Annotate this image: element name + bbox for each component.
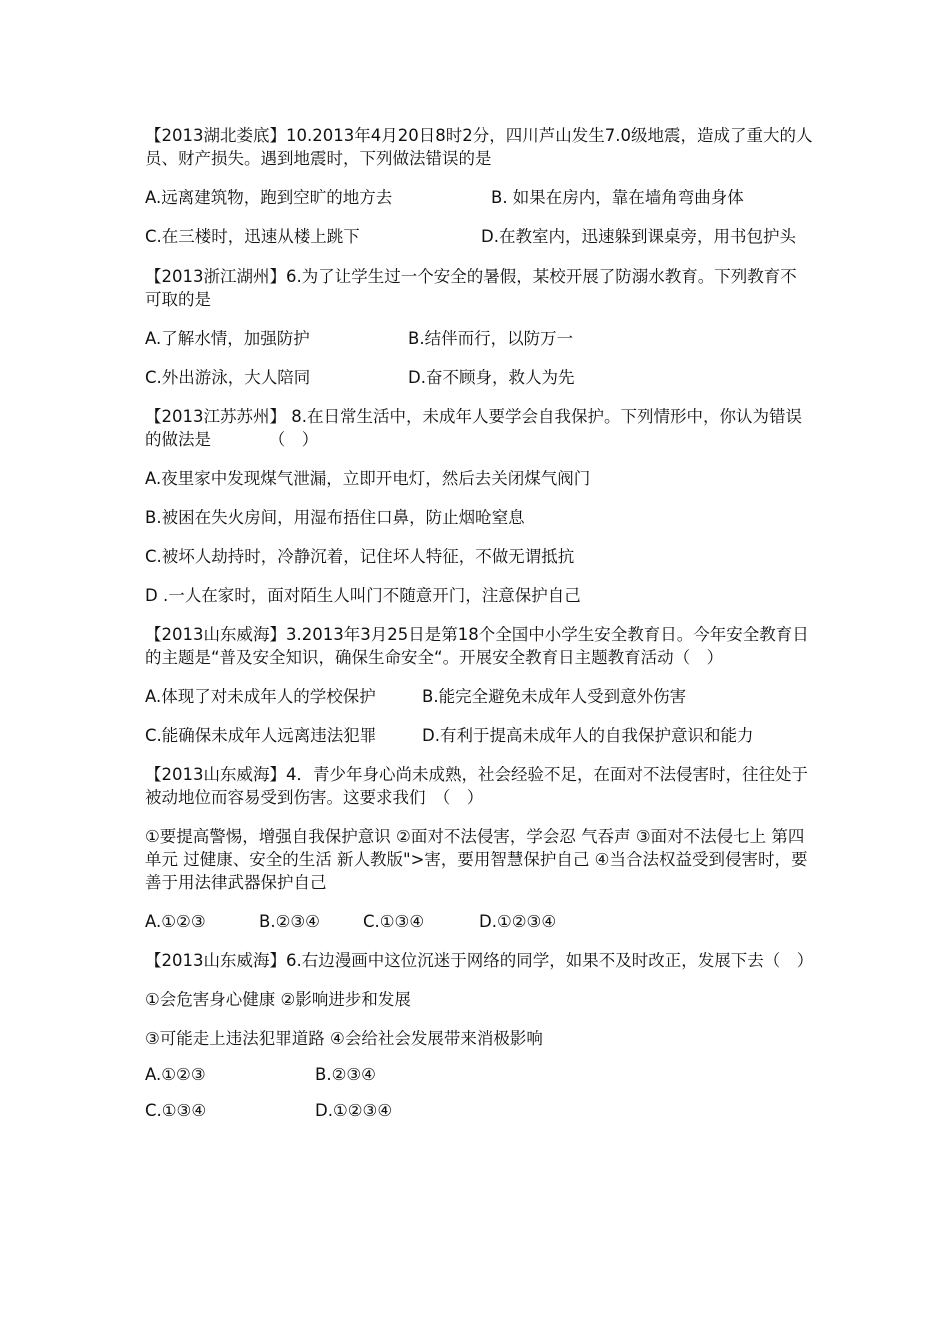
option-a: A.体现了对未成年人的学校保护 <box>145 687 376 706</box>
question-stem: 【2013山东威海】6.右边漫画中这位沉迷于网络的同学，如果不及时改正，发展下去（ ） <box>145 951 814 970</box>
option-b: B.被困在失火房间，用湿布捂住口鼻，防止烟呛窒息 <box>145 508 525 527</box>
question-stem: 【2013湖北娄底】10.2013年4月20日8时2分，四川芦山发生7.0级地震，造成了重大的人员、财产损失。遇到地震时，下列做法错误的是 <box>145 126 813 168</box>
option-c: C.能确保未成年人远离违法犯罪 <box>145 726 377 745</box>
option-row <box>145 724 813 747</box>
option-row <box>145 1099 813 1122</box>
option-row <box>145 685 813 708</box>
option-b: B.结伴而行，以防万一 <box>408 329 574 348</box>
option-row <box>145 1063 813 1086</box>
option-a: A.远离建筑物，跑到空旷的地方去 <box>145 188 393 207</box>
document-page <box>145 124 813 1122</box>
question-items-line-1: ①会危害身心健康 ②影响进步和发展 <box>145 990 411 1009</box>
option-b: B.能完全避免未成年人受到意外伤害 <box>422 687 687 706</box>
option-d: D.①②③④ <box>479 912 557 931</box>
option-c: C.外出游泳，大人陪同 <box>145 368 311 387</box>
option-b: B. 如果在房内，靠在墙角弯曲身体 <box>491 188 744 207</box>
option-a: A.①②③ <box>145 1065 206 1084</box>
question-items: ①要提高警惕，增强自我保护意识 ②面对不法侵害，学会忍 气吞声 ③面对不法侵七上 第四单元 过健康、安全的生活 新人教版">害，要用智慧保护自己 ④当合法权益受到侵害时，要善于用法律武器保护自己 <box>145 827 808 892</box>
question-stem: 【2013浙江湖州】6.为了让学生过一个安全的暑假，某校开展了防溺水教育。下列教育不可取的是 <box>145 267 797 309</box>
option-d: D.①②③④ <box>315 1101 393 1120</box>
option-b: B.②③④ <box>315 1065 376 1084</box>
option-d: D.有利于提高未成年人的自我保护意识和能力 <box>422 726 754 745</box>
option-row <box>145 366 813 389</box>
option-d: D.奋不顾身，救人为先 <box>408 368 575 387</box>
option-a: A.夜里家中发现煤气泄漏，立即开电灯，然后去关闭煤气阀门 <box>145 469 591 488</box>
question-items-line-2: ③可能走上违法犯罪道路 ④会给社会发展带来消极影响 <box>145 1029 543 1048</box>
option-c: C.在三楼时，迅速从楼上跳下 <box>145 227 360 246</box>
option-row <box>145 186 813 209</box>
option-d: D.在教室内，迅速躲到课桌旁，用书包护头 <box>481 227 796 246</box>
option-c: C.①③④ <box>363 912 425 931</box>
option-d-wrap <box>145 225 813 248</box>
option-row <box>145 910 813 933</box>
option-b: B.②③④ <box>259 912 320 931</box>
question-stem: 【2013山东威海】3.2013年3月25日是第18个全国中小学生安全教育日。今年安全教育日的主题是“普及安全知识，确保生命安全“。开展安全教育日主题教育活动（ ） <box>145 625 809 667</box>
option-c: C.被坏人劫持时，冷静沉着，记住坏人特征，不做无谓抵抗 <box>145 547 575 566</box>
option-row <box>145 327 813 350</box>
option-a: A.①②③ <box>145 912 206 931</box>
question-stem: 【2013山东威海】4．青少年身心尚未成熟，社会经验不足，在面对不法侵害时，往往处于被动地位而容易受到伤害。这要求我们 （ ） <box>145 765 808 807</box>
option-c: C.①③④ <box>145 1101 207 1120</box>
question-stem: 【2013江苏苏州】 8.在日常生活中，未成年人要学会自我保护。下列情形中，你认为错误的做法是 （ ） <box>145 407 802 449</box>
option-d: D .一人在家时，面对陌生人叫门不随意开门，注意保护自己 <box>145 586 581 605</box>
option-a: A.了解水情，加强防护 <box>145 329 310 348</box>
